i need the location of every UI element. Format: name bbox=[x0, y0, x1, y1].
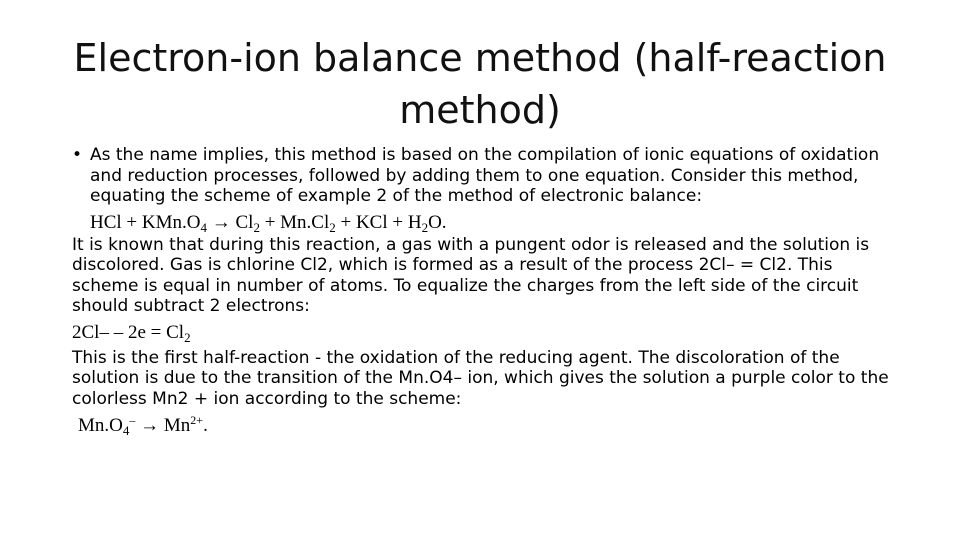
equation-oxidation bbox=[72, 320, 902, 345]
eq1-subscript: 4 bbox=[200, 219, 207, 235]
eq3-part: . bbox=[203, 415, 208, 436]
eq1-subscript: 2 bbox=[253, 219, 260, 235]
eq1-part: O. bbox=[428, 211, 447, 233]
slide-title: Electron-ion balance method (half-reaction method) bbox=[73, 36, 887, 132]
eq3-part: → Mn bbox=[135, 415, 191, 436]
equation-reduction bbox=[72, 413, 902, 438]
bullet-icon: • bbox=[72, 145, 83, 165]
eq3-part: Mn.O bbox=[78, 415, 123, 436]
eq1-part: HCl + KMn.O bbox=[90, 211, 201, 233]
eq1-part: + Mn.Cl bbox=[259, 211, 330, 233]
eq1-subscript: 2 bbox=[329, 219, 336, 235]
chlorine-paragraph: It is known that during this reaction, a gas with a pungent odor is released and the solution is discolored. Gas is chlorine Cl2, which is formed as a result of the process 2Cl– = Cl2. This scheme is equal in number of atoms. To equalize the charges from the left side of the circuit should subtract 2 electrons: bbox=[72, 234, 870, 316]
slide-body bbox=[72, 145, 902, 438]
eq1-subscript: 2 bbox=[421, 219, 429, 235]
eq3-subscript: 4 bbox=[122, 423, 130, 438]
eq1-part: + KCl + H bbox=[335, 211, 422, 233]
bullet-item bbox=[72, 145, 902, 235]
equation-reaction bbox=[90, 210, 902, 235]
intro-paragraph: As the name implies, this method is based on the compilation of ionic equations of oxidation and reduction processes, followed by adding them to one equation. Consider this method, equating the scheme of example 2 of the method of electronic balance: bbox=[90, 145, 880, 206]
eq1-part: → Cl bbox=[206, 211, 254, 233]
eq3-superscript: – bbox=[129, 413, 136, 427]
eq2-part: 2Cl– – 2e = Cl bbox=[72, 321, 185, 343]
eq3-superscript: 2+ bbox=[190, 413, 204, 427]
eq2-subscript: 2 bbox=[184, 329, 191, 345]
reduction-paragraph: This is the first half-reaction - the oxidation of the reducing agent. The discoloration of the solution is due to the transition of the Mn.O4– ion, which gives the solution a purple color to the colorless Mn2 + ion according to the scheme: bbox=[72, 347, 889, 409]
